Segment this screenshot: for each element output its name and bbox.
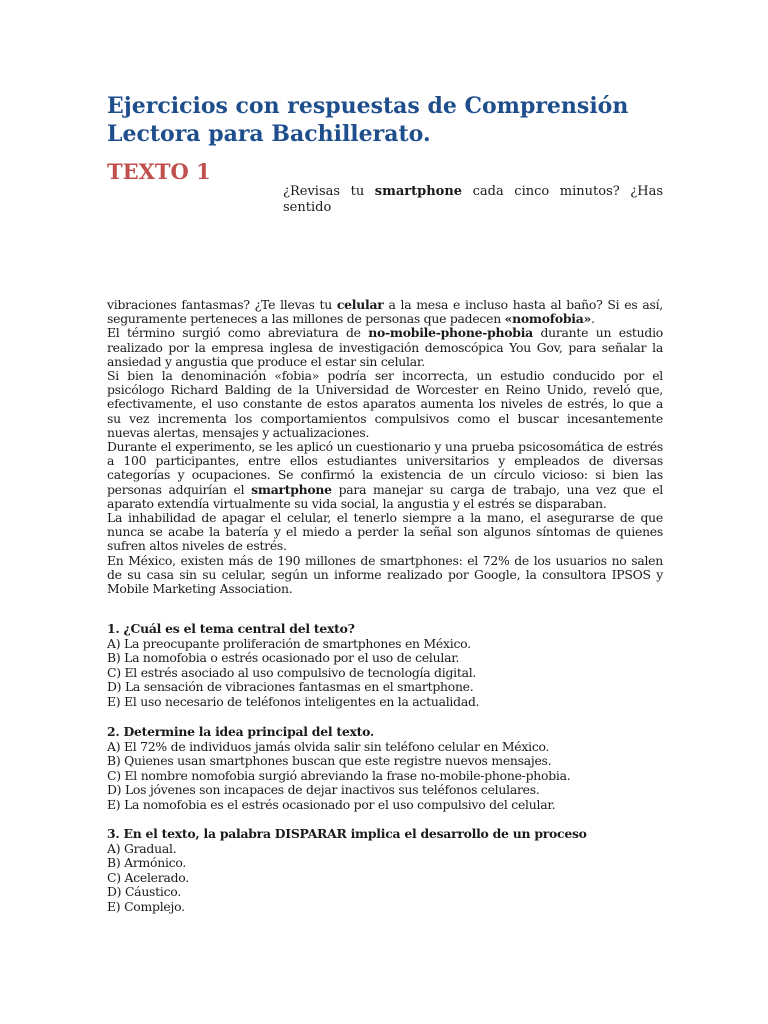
question-1-option-e: E) El uso necesario de teléfonos inteligentes en la actualidad. bbox=[107, 693, 480, 709]
p1-text-c: a la mesa e incluso hasta al baño? Si es así, seguramente perteneces a las millones de personas que padecen bbox=[107, 297, 663, 327]
p1-bold-nomofobia: «nomofobia» bbox=[504, 311, 592, 327]
intro-text-2: cada cinco minutos? ¿Has sentido bbox=[283, 184, 663, 215]
paragraph-2 bbox=[107, 326, 663, 369]
question-1 bbox=[107, 622, 667, 710]
question-1-option-a: A) La preocupante proliferación de smartphones en México. bbox=[107, 635, 471, 651]
paragraph-4 bbox=[107, 440, 663, 511]
question-1-option-c: C) El estrés asociado al uso compulsivo de tecnología digital. bbox=[107, 664, 477, 680]
section-heading: TEXTO 1 bbox=[107, 159, 211, 184]
question-2-option-b: B) Quienes usan smartphones buscan que este registre nuevos mensajes. bbox=[107, 753, 552, 769]
question-3-option-a: A) Gradual. bbox=[107, 840, 177, 856]
paragraph-5: La inhabilidad de apagar el celular, el tenerlo siempre a la mano, el asegurarse de que nunca se acabe la batería y el miedo a perder la señal son algunos síntomas de quienes sufren altos niveles de estrés. bbox=[107, 510, 663, 554]
p2-text-a: El término surgió como abreviatura de bbox=[107, 325, 369, 341]
intro-line bbox=[283, 184, 663, 216]
paragraph-3: Si bien la denominación «fobia» podría ser incorrecta, un estudio conducido por el psicólogo Richard Balding de la Universidad de Worcester en Reino Unido, reveló que, efectivamente, el uso constante de estos aparatos aumenta los niveles de estrés, lo que a su vez incrementa los comportamientos compulsivos como el buscar incesantemente nuevas alertas, mensajes y actualizaciones. bbox=[107, 368, 663, 440]
intro-bold: smartphone bbox=[374, 184, 463, 199]
question-2-option-c: C) El nombre nomofobia surgió abreviando la frase no-mobile-phone-phobia. bbox=[107, 767, 571, 783]
reading-text bbox=[107, 298, 663, 596]
question-1-option-b: B) La nomofobia o estrés ocasionado por el uso de celular. bbox=[107, 650, 460, 666]
question-3-option-d: D) Cáustico. bbox=[107, 884, 181, 900]
intro-text-1: ¿Revisas tu bbox=[283, 184, 375, 199]
paragraph-1 bbox=[107, 298, 663, 326]
question-2-option-a: A) El 72% de individuos jamás olvida salir sin teléfono celular en México. bbox=[107, 738, 550, 754]
p1-bold-celular: celular bbox=[336, 297, 384, 312]
question-2-stem: 2. Determine la idea principal del texto. bbox=[107, 724, 374, 739]
document-title: Ejercicios con respuestas de Comprensión Lectora para Bachillerato. bbox=[107, 93, 629, 147]
question-2-option-d: D) Los jóvenes son incapaces de dejar inactivos sus teléfonos celulares. bbox=[107, 782, 540, 798]
question-3 bbox=[107, 827, 667, 915]
p4-bold-smartphone: smartphone bbox=[251, 481, 332, 497]
question-3-option-c: C) Acelerado. bbox=[107, 869, 189, 885]
question-2 bbox=[107, 725, 667, 813]
question-3-option-e: E) Complejo. bbox=[107, 898, 185, 914]
question-3-stem: 3. En el texto, la palabra DISPARAR implica el desarrollo de un proceso bbox=[107, 826, 587, 841]
question-1-stem: 1. ¿Cuál es el tema central del texto? bbox=[107, 621, 355, 636]
p4-text-a: Durante el experimento, se les aplicó un cuestionario y una prueba psicosomática de estrés a 100 participantes, entre ellos estudiantes universitarios y empleados de diversas categorías y ocupaciones. Se confirmó la existencia de un círculo vicioso: si bien las personas adquirían el bbox=[107, 439, 663, 497]
question-3-option-b: B) Armónico. bbox=[107, 855, 187, 871]
p2-text-c: durante un estudio realizado por la empresa inglesa de investigación demoscópica You Gov, para señalar la ansiedad y angustia que produce el estar sin celular. bbox=[107, 325, 663, 369]
question-2-option-e: E) La nomofobia es el estrés ocasionado por el uso compulsivo del celular. bbox=[107, 796, 556, 812]
question-1-option-d: D) La sensación de vibraciones fantasmas en el smartphone. bbox=[107, 679, 474, 695]
p4-text-c: para manejar su carga de trabajo, una vez que el aparato extendía virtualmente su vida social, la angustia y el estrés se disparaban. bbox=[107, 481, 663, 511]
p1-text-a: vibraciones fantasmas? ¿Te llevas tu bbox=[107, 297, 337, 312]
paragraph-6: En México, existen más de 190 millones de smartphones: el 72% de los usuarios no salen de su casa sin su celular, según un informe realizado por Google, la consultora IPSOS y Mobile Marketing Association. bbox=[107, 552, 663, 597]
p2-bold-term: no-mobile-phone-phobia bbox=[368, 325, 533, 341]
p1-text-e: . bbox=[591, 311, 595, 327]
